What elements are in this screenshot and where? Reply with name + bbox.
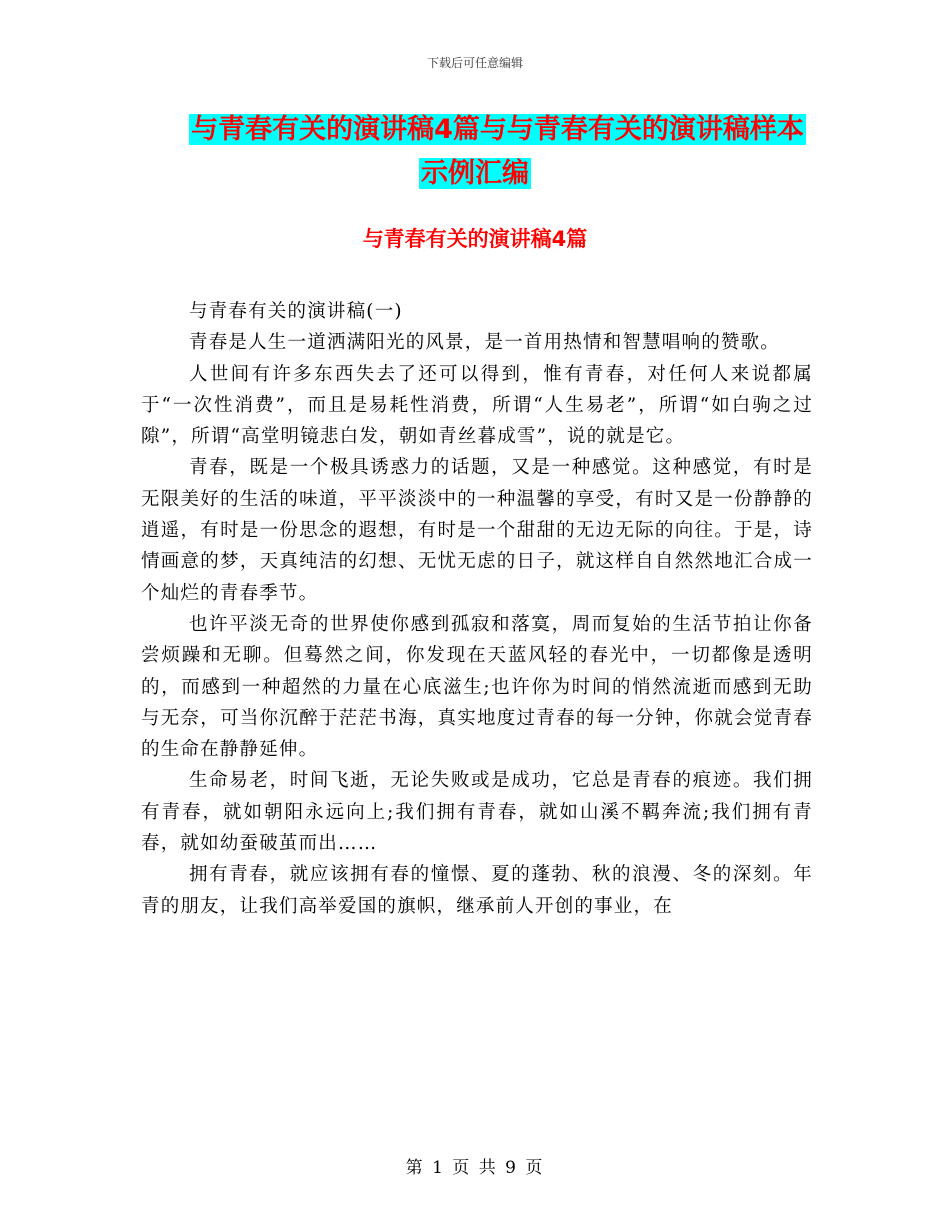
document-body bbox=[141, 296, 813, 922]
title-line-1-text: 与青春有关的演讲稿4篇与与青春有关的演讲稿样本 bbox=[191, 114, 804, 145]
paragraph: 生命易老，时间飞逝，无论失败或是成功，它总是青春的痕迹。我们拥有青春，就如朝阳永远向上;我们拥有青春，就如山溪不羁奔流;我们拥有青春，就如幼蚕破茧而出…… bbox=[141, 770, 813, 855]
paragraph: 也许平淡无奇的世界使你感到孤寂和落寞，周而复始的生活节拍让你备尝烦躁和无聊。但蓦然之间，你发现在天蓝风轻的春光中，一切都像是透明的，而感到一种超然的力量在心底滋生;也许你为时间的悄然流逝而感到无助与无奈，可当你沉醉于茫茫书海，真实地度过青春的每一分钟，你就会觉青春的生命在静静延伸。 bbox=[141, 613, 813, 761]
paragraph: 青春是人生一道洒满阳光的风景，是一首用热情和智慧唱响的赞歌。 bbox=[189, 332, 781, 354]
section-heading: 与青春有关的演讲稿4篇 bbox=[362, 227, 588, 251]
paragraph: 人世间有许多东西失去了还可以得到，惟有青春，对任何人来说都属于“一次性消费”，而且是易耗性消费，所谓“人生易老”，所谓“如白驹之过隙”，所谓“高堂明镜悲白发，朝如青丝暮成雪”，说的就是它。 bbox=[141, 363, 813, 448]
paragraph-section-label: 与青春有关的演讲稿(一) bbox=[189, 301, 403, 322]
page-header-note: 下载后可任意编辑 bbox=[426, 56, 523, 70]
document-title-line-2 bbox=[0, 152, 950, 196]
paragraph: 拥有青春，就应该拥有春的憧憬、夏的蓬勃、秋的浪漫、冬的深刻。年青的朋友，让我们高举爱国的旗帜，继承前人开创的事业，在 bbox=[141, 864, 813, 917]
title-line-2-text: 示例汇编 bbox=[421, 158, 529, 189]
document-title-line-1 bbox=[0, 108, 950, 152]
paragraph: 青春，既是一个极具诱惑力的话题，又是一种感觉。这种感觉，有时是无限美好的生活的味道，平平淡淡中的一种温馨的享受，有时又是一份静静的逍遥，有时是一份思念的遐想，有时是一个甜甜的无边无际的向往。于是，诗情画意的梦，天真纯洁的幻想、无忧无虑的日子，就这样自自然然地汇合成一个灿烂的青春季节。 bbox=[141, 457, 813, 604]
document-title bbox=[0, 108, 950, 196]
page-number-footer: 第 1 页 共 9 页 bbox=[405, 1158, 545, 1178]
